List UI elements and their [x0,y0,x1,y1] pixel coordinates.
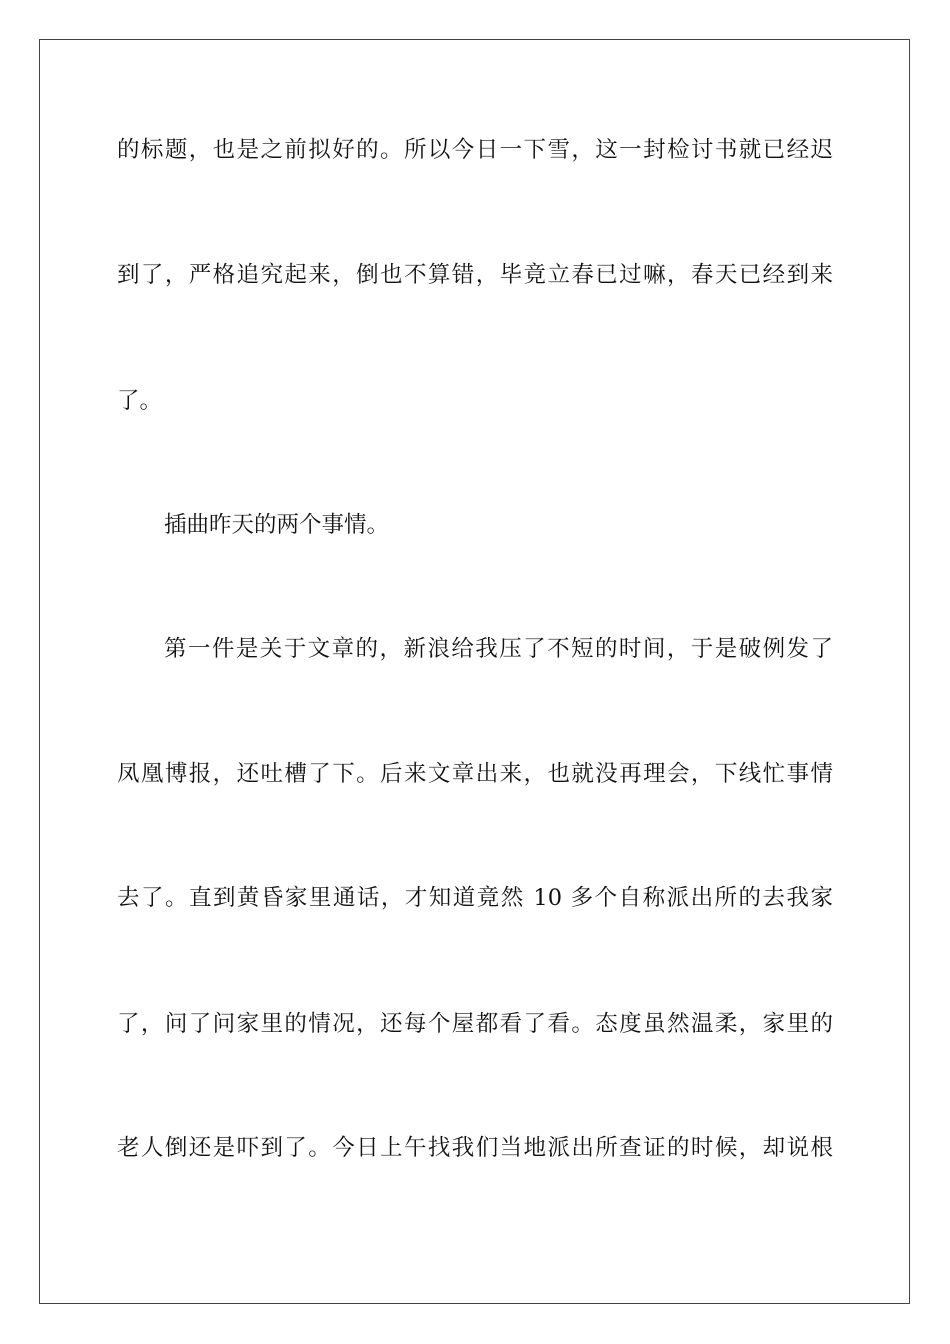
paragraph-line-1: 的标题，也是之前拟好的。所以今日一下雪，这一封检讨书就已经迟 [117,137,833,163]
page-border [39,39,910,1304]
paragraph-line-9: 老人倒还是吓到了。今日上午找我们当地派出所查证的时候，却说根 [117,1135,833,1161]
paragraph-line-4: 插曲昨天的两个事情。 [164,512,390,538]
paragraph-line-3: 了。 [117,388,163,414]
paragraph-line-7: 去了。直到黄昏家里通话，才知道竟然 10 多个自称派出所的去我家 [117,885,833,911]
paragraph-line-2: 到了，严格追究起来，倒也不算错，毕竟立春已过嘛，春天已经到来 [117,262,833,288]
paragraph-line-5: 第一件是关于文章的，新浪给我压了不短的时间，于是破例发了 [164,636,833,662]
paragraph-line-6: 凤凰博报，还吐槽了下。后来文章出来，也就没再理会，下线忙事情 [117,761,833,787]
paragraph-line-8: 了，问了问家里的情况，还每个屋都看了看。态度虽然温柔，家里的 [117,1011,833,1037]
